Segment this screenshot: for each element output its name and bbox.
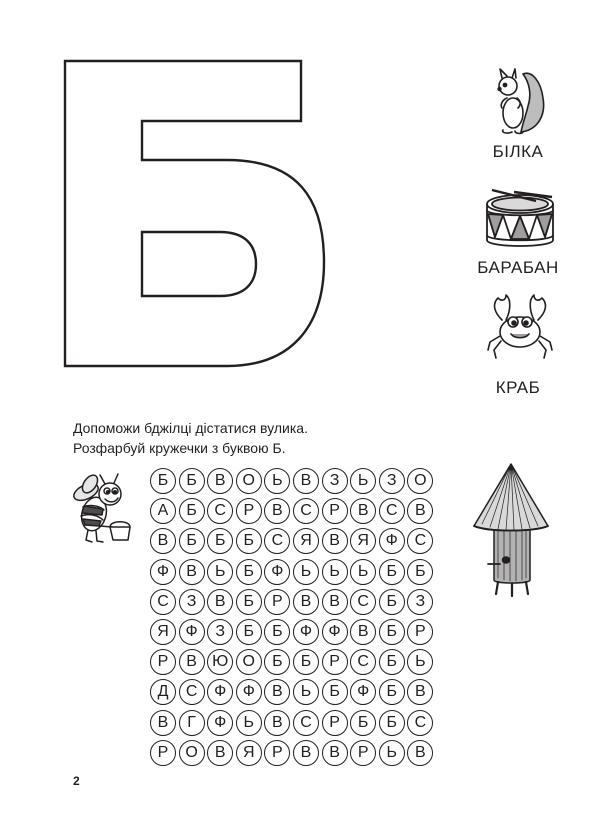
letter-circle[interactable]: Б [179, 528, 205, 554]
letter-circle[interactable]: Б [293, 649, 319, 675]
letter-circle[interactable]: Б [236, 528, 262, 554]
letter-circle[interactable]: З [379, 468, 405, 494]
grid-row [150, 738, 436, 768]
letter-circle[interactable]: Б [236, 559, 262, 585]
letter-circle[interactable]: Б [322, 679, 348, 705]
letter-circle[interactable]: Ь [350, 559, 376, 585]
picture-word-drum: БАРАБАН [477, 258, 559, 277]
letter-circle[interactable]: Ф [179, 619, 205, 645]
letter-circle[interactable]: Р [407, 619, 433, 645]
letter-circle[interactable]: В [407, 498, 433, 524]
letter-circle[interactable]: З [207, 619, 233, 645]
letter-circle[interactable]: О [236, 468, 262, 494]
letter-circle[interactable]: С [350, 649, 376, 675]
letter-circle[interactable]: Ю [207, 649, 233, 675]
letter-circle[interactable]: Ь [322, 559, 348, 585]
letter-circle[interactable]: Я [236, 740, 262, 766]
letter-circle[interactable]: Б [407, 559, 433, 585]
letter-circle[interactable]: Б [379, 619, 405, 645]
letter-circle[interactable]: А [150, 498, 176, 524]
letter-circle[interactable]: Я [150, 619, 176, 645]
letter-circle[interactable]: Б [236, 589, 262, 615]
picture-word-squirrel: БІЛКА [492, 142, 544, 161]
letter-circle[interactable]: В [350, 619, 376, 645]
letter-circle[interactable]: Р [322, 498, 348, 524]
big-letter-b [62, 58, 332, 370]
letter-circle[interactable]: Ф [350, 679, 376, 705]
letter-circle[interactable]: В [179, 559, 205, 585]
drum-icon [480, 186, 560, 256]
letter-circle[interactable]: Р [236, 498, 262, 524]
letter-circle[interactable]: Ф [150, 559, 176, 585]
letter-circle[interactable]: Ф [379, 528, 405, 554]
letter-circle[interactable]: Ф [293, 619, 319, 645]
letter-circle[interactable]: З [322, 468, 348, 494]
letter-circle[interactable]: В [179, 649, 205, 675]
letter-circle[interactable]: С [179, 679, 205, 705]
grid-row [150, 587, 436, 617]
letter-circle[interactable]: Б [350, 710, 376, 736]
letter-circle[interactable]: Б [379, 649, 405, 675]
letter-circle[interactable]: Ь [236, 710, 262, 736]
letter-circle[interactable]: З [179, 589, 205, 615]
grid-row [150, 647, 436, 677]
letter-circle[interactable]: Ф [322, 619, 348, 645]
letter-circle[interactable]: В [293, 589, 319, 615]
letter-circle[interactable]: Б [179, 468, 205, 494]
picture-word-crab: КРАБ [495, 378, 541, 397]
letter-circle[interactable]: Р [350, 740, 376, 766]
instruction-line-2: Розфарбуй кружечки з буквою Б. [73, 440, 286, 456]
letter-circle[interactable]: С [150, 589, 176, 615]
grid-row [150, 708, 436, 738]
letter-circle[interactable]: Р [150, 649, 176, 675]
page-number: 2 [73, 774, 80, 788]
letter-circle[interactable]: С [293, 710, 319, 736]
letter-circle[interactable]: Б [264, 649, 290, 675]
letter-circle[interactable]: В [264, 679, 290, 705]
letter-circle[interactable]: С [407, 528, 433, 554]
letter-circle[interactable]: Р [322, 710, 348, 736]
letter-circle[interactable]: В [264, 710, 290, 736]
beehive-icon [468, 460, 554, 600]
letter-circle[interactable]: С [207, 498, 233, 524]
letter-circle[interactable]: С [379, 498, 405, 524]
letter-circle[interactable]: Ь [207, 559, 233, 585]
letter-circle[interactable]: В [207, 740, 233, 766]
letter-circle[interactable]: Б [150, 468, 176, 494]
letter-circle[interactable]: Б [379, 679, 405, 705]
grid-row [150, 557, 436, 587]
letter-circle[interactable]: Б [236, 619, 262, 645]
grid-row [150, 677, 436, 707]
letter-circle[interactable]: В [322, 740, 348, 766]
letter-circle[interactable]: З [407, 589, 433, 615]
letter-circle[interactable]: Ф [207, 679, 233, 705]
letter-circle[interactable]: В [407, 740, 433, 766]
grid-row [150, 526, 436, 556]
bee-icon [70, 470, 140, 550]
letter-circle[interactable]: Ф [264, 559, 290, 585]
grid-row [150, 496, 436, 526]
letter-circle[interactable]: Ь [264, 468, 290, 494]
letter-circle[interactable]: С [264, 528, 290, 554]
letter-circle[interactable]: В [407, 679, 433, 705]
letter-circle[interactable]: С [407, 710, 433, 736]
grid-row [150, 617, 436, 647]
letter-circle[interactable]: Г [179, 710, 205, 736]
letter-circle[interactable]: В [150, 710, 176, 736]
letter-circle[interactable]: О [407, 468, 433, 494]
grid-row [150, 466, 436, 496]
letter-circle[interactable]: Ь [379, 740, 405, 766]
letter-circle[interactable]: О [179, 740, 205, 766]
letter-circle[interactable]: Д [150, 679, 176, 705]
letter-circle[interactable]: Б [207, 528, 233, 554]
letter-circle[interactable]: Я [350, 528, 376, 554]
letter-circle[interactable]: Б [264, 619, 290, 645]
letter-circle[interactable]: О [236, 649, 262, 675]
letter-circle[interactable]: Б [379, 559, 405, 585]
letter-circle[interactable]: В [150, 528, 176, 554]
crab-icon [484, 290, 556, 362]
letter-circle[interactable]: Б [379, 710, 405, 736]
letter-circle[interactable]: Ь [293, 679, 319, 705]
letter-circle[interactable]: С [293, 498, 319, 524]
letter-circle[interactable]: В [322, 528, 348, 554]
letter-circle[interactable]: В [207, 589, 233, 615]
letter-circle[interactable]: В [293, 468, 319, 494]
letter-circle[interactable]: Ь [293, 559, 319, 585]
squirrel-icon [488, 60, 548, 138]
letter-circle[interactable]: Ь [350, 468, 376, 494]
letter-circle[interactable]: Р [264, 589, 290, 615]
letter-circle[interactable]: Р [150, 740, 176, 766]
letter-circle[interactable]: Р [322, 649, 348, 675]
letter-circle[interactable]: В [350, 498, 376, 524]
letter-circle[interactable]: Я [293, 528, 319, 554]
letter-circle[interactable]: Р [264, 740, 290, 766]
letter-grid [150, 466, 436, 768]
letter-circle[interactable]: В [264, 498, 290, 524]
letter-circle[interactable]: С [350, 589, 376, 615]
instruction-line-1: Допоможи бджілці дістатися вулика. [73, 420, 308, 436]
letter-circle[interactable]: Ф [207, 710, 233, 736]
letter-circle[interactable]: Б [379, 589, 405, 615]
letter-circle[interactable]: Б [179, 498, 205, 524]
letter-circle[interactable]: В [293, 740, 319, 766]
letter-circle[interactable]: Ь [407, 649, 433, 675]
letter-circle[interactable]: Ф [236, 679, 262, 705]
letter-circle[interactable]: В [322, 589, 348, 615]
letter-circle[interactable]: В [207, 468, 233, 494]
